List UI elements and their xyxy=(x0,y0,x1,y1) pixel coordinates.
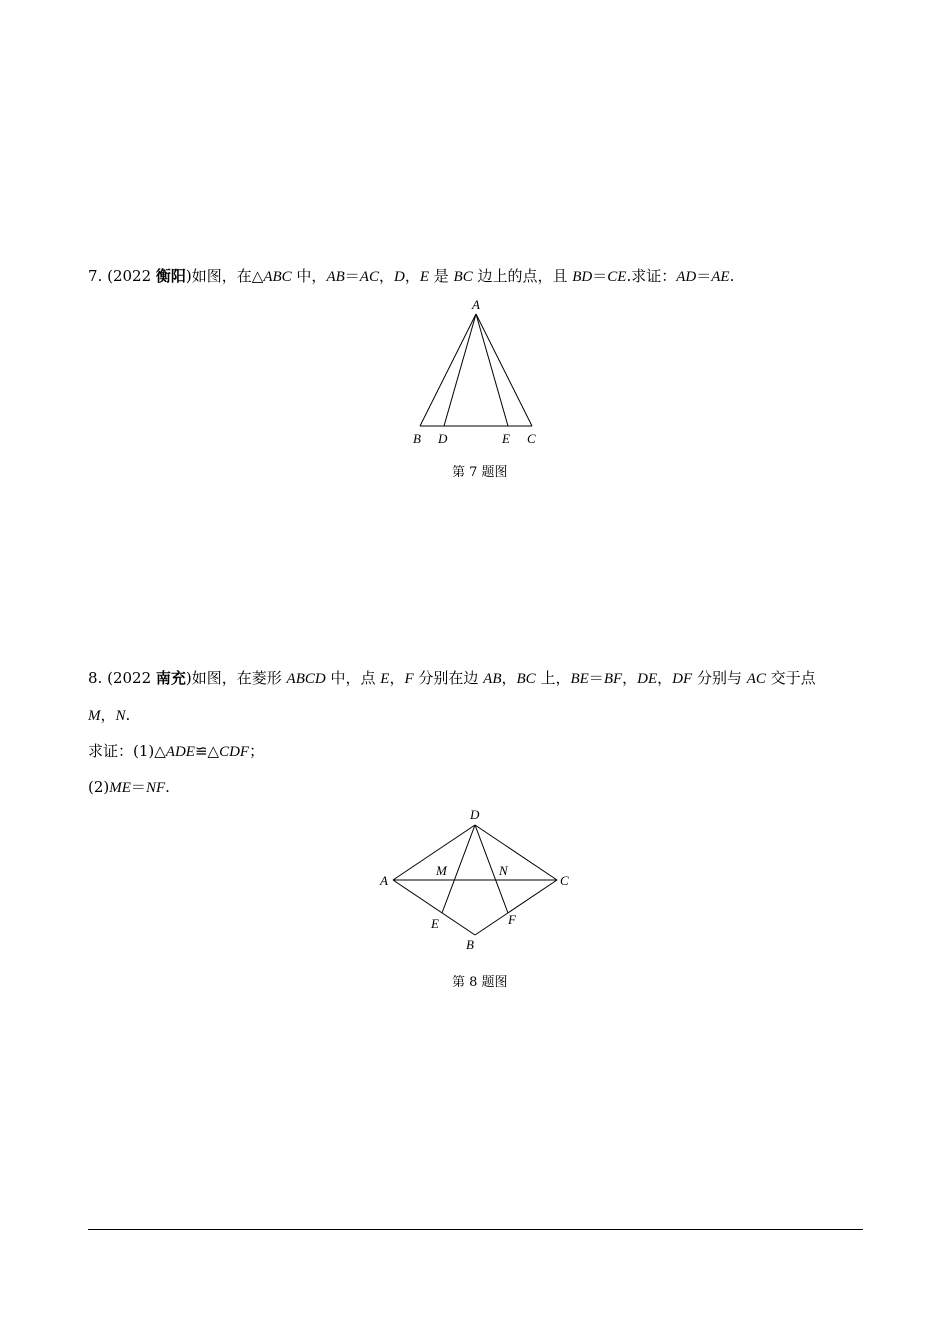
q8-label-d: D xyxy=(470,807,480,822)
q8-label-c: C xyxy=(560,873,569,888)
q8-text-line2: M，N. xyxy=(88,706,131,724)
q8-label-m: M xyxy=(436,863,447,878)
q7-label-e: E xyxy=(502,431,510,446)
q7-label-b: B xyxy=(413,431,421,446)
q8-label-e: E xyxy=(431,916,439,931)
q8-segment-dc xyxy=(475,825,557,880)
footer-divider xyxy=(88,1229,863,1230)
q8-text-line1: 8. (2022 南充)如图，在菱形 ABCD 中，点 E，F 分别在边 AB，BC 上，BE＝BF，DE，DF 分别与 AC 交于点 xyxy=(88,669,816,687)
q8-text-line4: (2)ME＝NF. xyxy=(88,778,170,796)
q8-label-b: B xyxy=(466,937,474,952)
q8-segment-de xyxy=(442,825,475,913)
q8-text-line3: 求证：(1)△ADE≌△CDF； xyxy=(88,742,265,760)
q8-label-a: A xyxy=(380,873,388,888)
q7-label-c: C xyxy=(527,431,536,446)
q7-number: 7. xyxy=(88,267,103,285)
q8-label-n: N xyxy=(499,863,508,878)
q8-label-f: F xyxy=(508,912,516,927)
q7-text: 7. (2022 衡阳)如图，在△ABC 中，AB＝AC，D，E 是 BC 边上的点，且 BD＝CE.求证：AD＝AE. xyxy=(88,267,735,285)
q8-source-city: 南充 xyxy=(155,669,186,687)
q7-label-d: D xyxy=(438,431,448,446)
q7-caption: 第 7 题图 xyxy=(452,465,508,480)
q8-segment-ad xyxy=(393,825,475,880)
q8-number: 8. xyxy=(88,669,103,687)
q8-caption: 第 8 题图 xyxy=(452,975,508,990)
q7-label-a: A xyxy=(472,297,480,312)
q8-segment-bc xyxy=(475,880,557,935)
q7-source-city: 衡阳 xyxy=(155,267,186,285)
